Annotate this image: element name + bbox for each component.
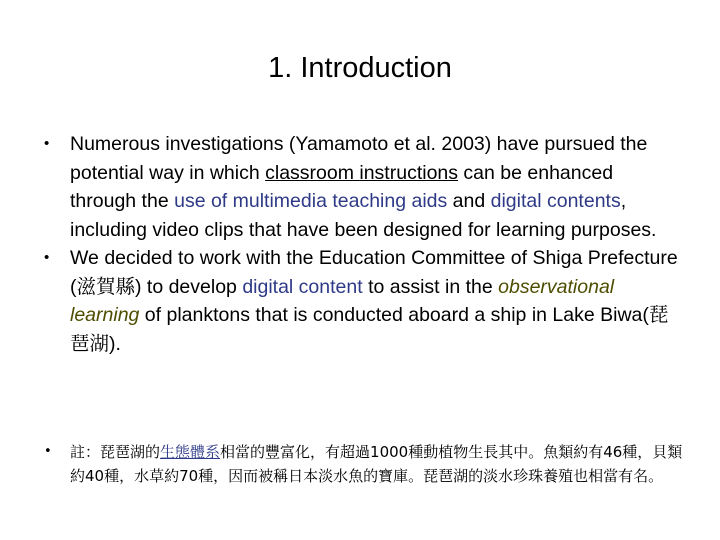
bullet-item-education-committee <box>44 244 684 358</box>
footnote-text: 相當的豐富化，有超過1000種動植物生長其中。魚類約有46種，貝類約40種，水草約70種，因而被稱日本淡水魚的寶庫。琵琶湖的淡水珍珠養殖也相當有名。 <box>70 443 683 485</box>
bullet-text: , including video clips that have been designed for learning purposes. <box>70 190 657 241</box>
bullet-item-investigations <box>44 130 684 244</box>
bullet-list <box>44 130 684 358</box>
bullet-text: to assist in the <box>362 275 499 298</box>
highlighted-phrase: digital contents <box>490 190 621 212</box>
bullet-text: We decided to work with the Education Committee of Shiga Prefecture (滋賀縣) to develop <box>70 247 678 298</box>
slide-title: 1. Introduction <box>268 52 452 84</box>
bullet-icon: • <box>44 249 50 266</box>
bullet-text: and <box>447 190 491 212</box>
bullet-icon: • <box>44 444 52 459</box>
underlined-phrase: 生態體系 <box>160 443 221 461</box>
footnote <box>44 440 684 488</box>
bullet-text: of planktons that is conducted aboard a ship in Lake Biwa(琵琶湖). <box>70 304 669 355</box>
highlighted-phrase: use of multimedia teaching aids <box>174 190 448 212</box>
bullet-text: Numerous investigations (Yamamoto et al. 2003) have pursued the potential way in which <box>70 133 648 184</box>
bullet-text: can be enhanced through the <box>70 161 614 212</box>
highlighted-phrase: observational learning <box>70 275 615 326</box>
footnote-text: 註：琵琶湖的 <box>70 443 161 461</box>
underlined-phrase: classroom instructions <box>265 161 459 184</box>
highlighted-phrase: digital content <box>242 275 363 298</box>
bullet-icon: • <box>44 135 50 152</box>
